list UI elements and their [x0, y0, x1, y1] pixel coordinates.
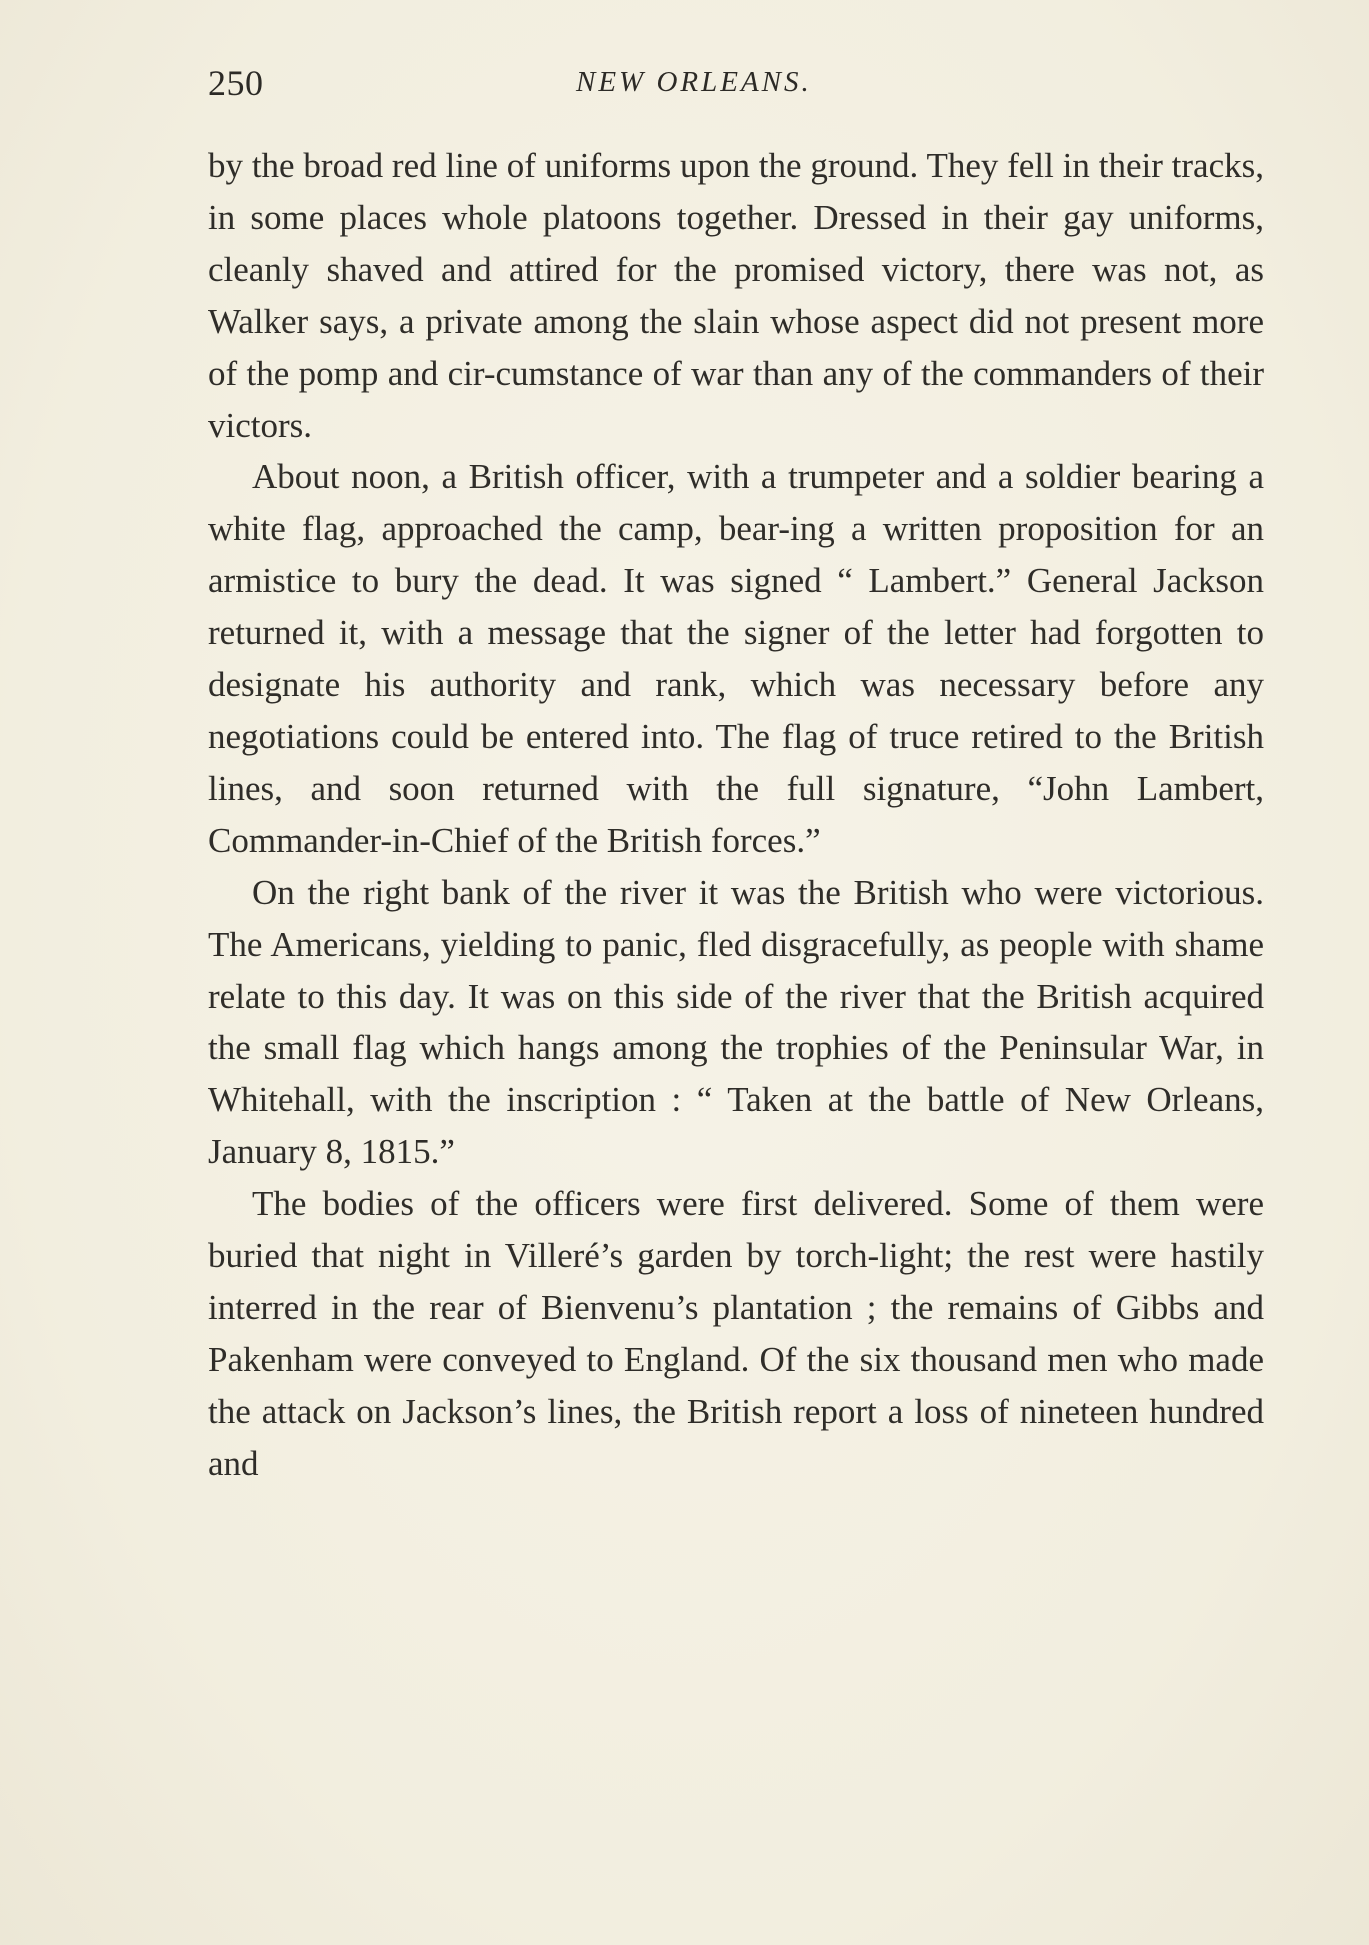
- page-header: [208, 62, 1264, 112]
- paragraph: On the right bank of the river it was the British who were victorious. The Americans, yielding to panic, fled disgracefully, as people with shame relate to this day. It was on this side of the river that the British acquired the small flag which hangs among the trophies of the Peninsular War, in Whitehall, with the inscription : “ Taken at the battle of New Orleans, January 8, 1815.”: [208, 872, 1264, 1172]
- running-head: NEW ORLEANS.: [576, 66, 812, 98]
- page-number: 250: [208, 63, 264, 103]
- body-text: [208, 140, 1264, 1490]
- paragraph: The bodies of the officers were first delivered. Some of them were buried that night in Villeré’s garden by torch-light; the rest were hastily interred in the rear of Bienvenu’s plantation ; the remains of Gibbs and Pakenham were conveyed to England. Of the six thousand men who made the attack on Jackson’s lines, the British report a loss of nineteen hundred and: [208, 1184, 1264, 1483]
- paragraph: About noon, a British officer, with a trumpeter and a soldier bearing a white flag, approached the camp, bear-ing a written proposition for an armistice to bury the dead. It was signed “ Lambert.” General Jackson returned it, with a message that the signer of the letter had forgotten to designate his authority and rank, which was necessary before any negotiations could be entered into. The flag of truce retired to the British lines, and soon returned with the full signature, “John Lambert, Commander-in-Chief of the British forces.”: [208, 457, 1264, 860]
- paragraph: by the broad red line of uniforms upon the ground. They fell in their tracks, in some places whole platoons together. Dressed in their gay uniforms, cleanly shaved and attired for the promised victory, there was not, as Walker says, a private among the slain whose aspect did not present more of the pomp and cir-cumstance of war than any of the commanders of their victors.: [208, 146, 1264, 445]
